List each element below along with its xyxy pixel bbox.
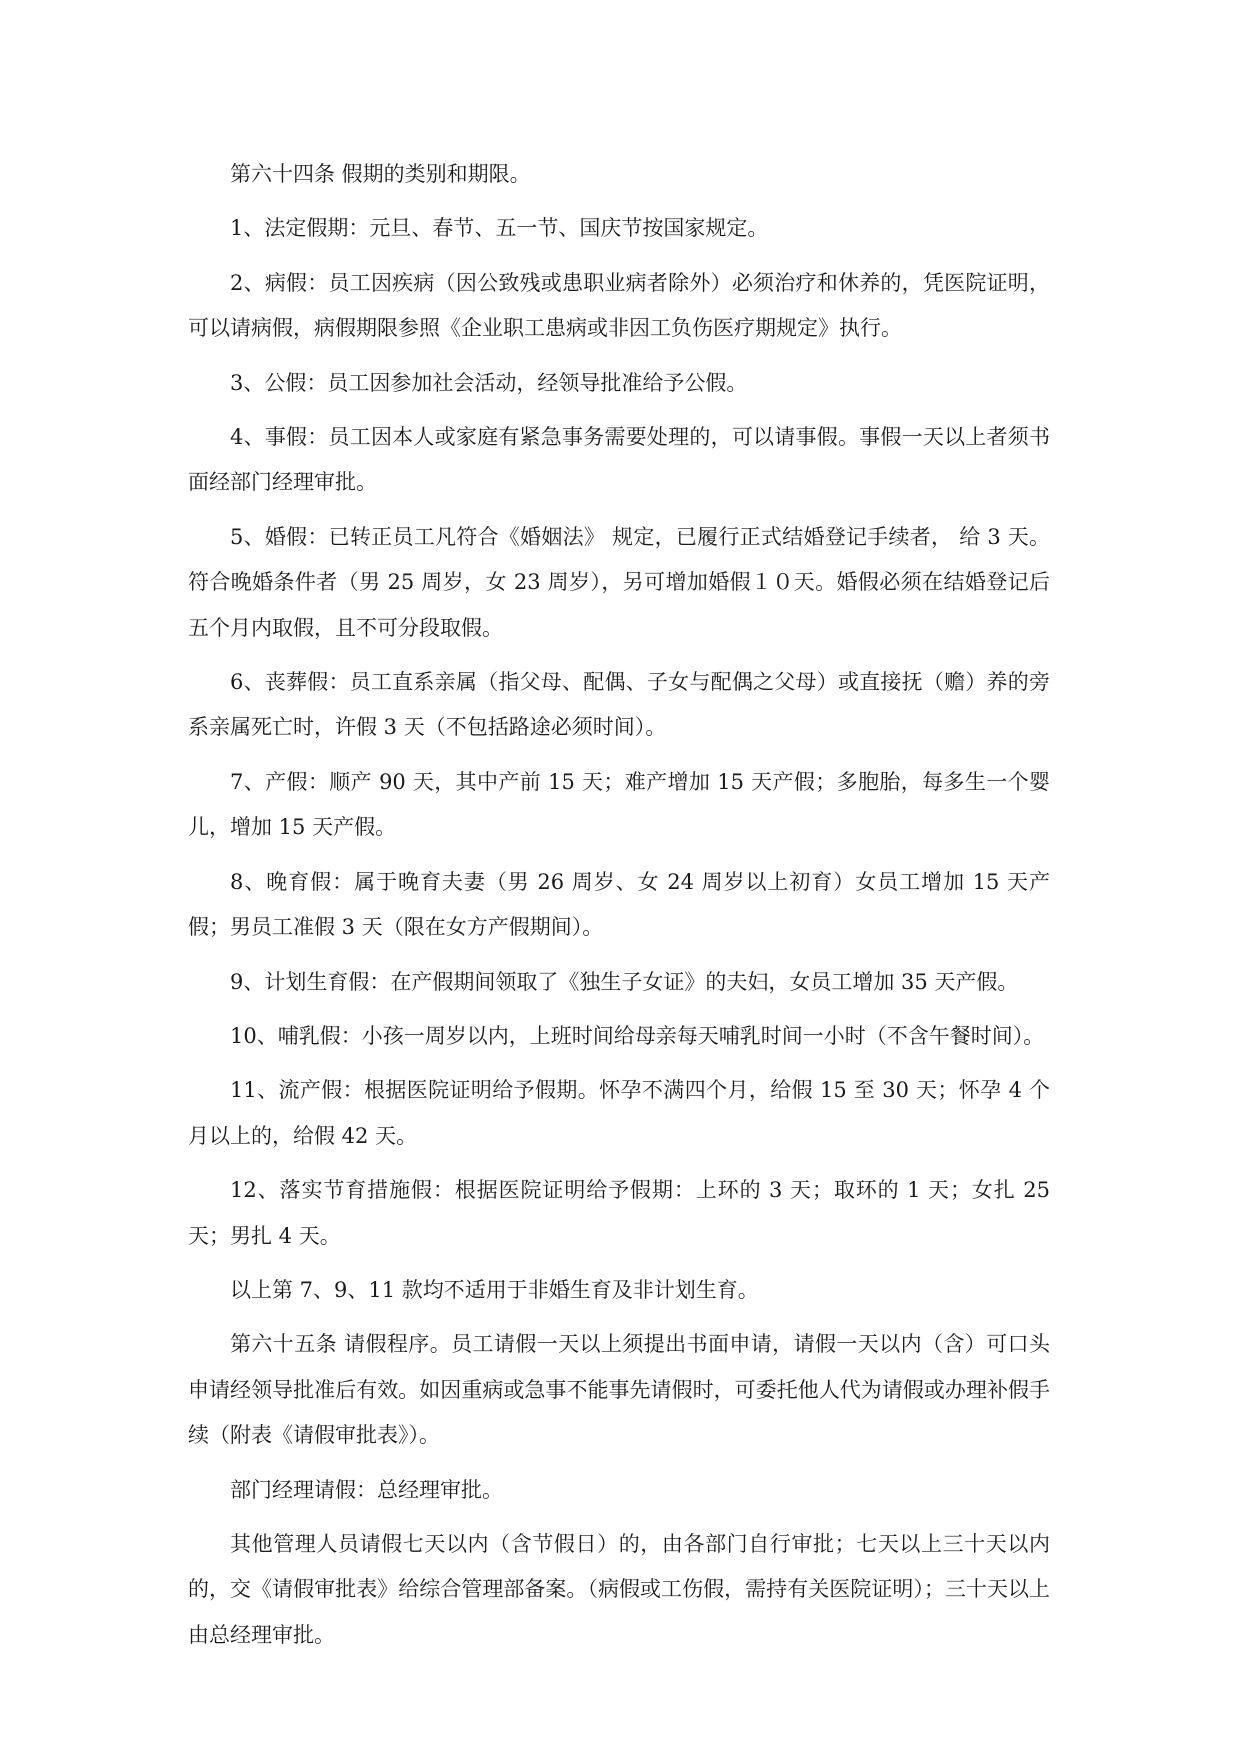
personal-leave-paragraph: 4、事假：员工因本人或家庭有紧急事务需要处理的，可以请事假。事假一天以上者须书面经部门经理审批。 (188, 425, 1050, 495)
public-leave-paragraph: 3、公假：员工因参加社会活动，经领导批准给予公假。 (230, 370, 748, 395)
statutory-holiday-paragraph: 1、法定假期：元旦、春节、五一节、国庆节按国家规定。 (230, 216, 769, 241)
birth-control-leave-paragraph: 12、落实节育措施假：根据医院证明给予假期：上环的 3 天；取环的 1 天；女扎 25 天；男扎 4 天。 (188, 1178, 1050, 1248)
exclusion-note-paragraph: 以上第 7、9、11 款均不适用于非婚生育及非计划生育。 (230, 1277, 759, 1302)
bereavement-leave-paragraph: 6、丧葬假：员工直系亲属（指父母、配偶、子女与配偶之父母）或直接抚（赡）养的旁系亲属死亡时，许假 3 天（不包括路途必须时间）。 (188, 670, 1050, 740)
manager-leave-paragraph: 部门经理请假：总经理审批。 (230, 1477, 503, 1502)
late-childbirth-leave-paragraph: 8、晚育假：属于晚育夫妻（男 26 周岁、女 24 周岁以上初育）女员工增加 15 天产假；男员工准假 3 天（限在女方产假期间）。 (188, 869, 1050, 940)
marriage-leave-paragraph: 5、婚假：已转正员工凡符合《婚姻法》 规定，已履行正式结婚登记手续者， 给 3 天。符合晚婚条件者（男 25 周岁，女 23 周岁），另可增加婚假１０天。婚假必须在结婚登记后五个月内取假，且不可分段取假。 (188, 524, 1050, 640)
miscarriage-leave-paragraph: 11、流产假：根据医院证明给予假期。怀孕不满四个月，给假 15 至 30 天；怀孕 4 个月以上的，给假 42 天。 (188, 1078, 1050, 1148)
article-65-paragraph: 第六十五条 请假程序。员工请假一天以上须提出书面申请，请假一天以内（含）可口头申请经领导批准后有效。如因重病或急事不能事先请假时，可委托他人代为请假或办理补假手续（附表《请假审批表》）。 (188, 1332, 1050, 1448)
nursing-leave-paragraph: 10、哺乳假：小孩一周岁以内，上班时间给母亲每天哺乳时间一小时（不含午餐时间）。 (230, 1023, 1045, 1048)
maternity-leave-paragraph: 7、产假：顺产 90 天，其中产前 15 天；难产增加 15 天产假；多胞胎，每多生一个婴儿，增加 15 天产假。 (188, 769, 1050, 840)
family-planning-leave-paragraph: 9、计划生育假：在产假期间领取了《独生子女证》的夫妇，女员工增加 35 天产假。 (230, 969, 1019, 994)
document-body (188, 152, 1050, 1667)
article-64-heading: 第六十四条 假期的类别和期限。 (230, 162, 531, 186)
other-staff-leave-paragraph: 其他管理人员请假七天以内（含节假日）的，由各部门自行审批；七天以上三十天以内的，交《请假审批表》给综合管理部备案。（病假或工伤假，需持有关医院证明）；三十天以上由总经理审批。 (188, 1531, 1050, 1647)
sick-leave-paragraph: 2、病假：员工因疾病（因公致残或患职业病者除外）必须治疗和休养的，凭医院证明，可以请病假，病假期限参照《企业职工患病或非因工负伤医疗期规定》执行。 (188, 270, 1050, 341)
